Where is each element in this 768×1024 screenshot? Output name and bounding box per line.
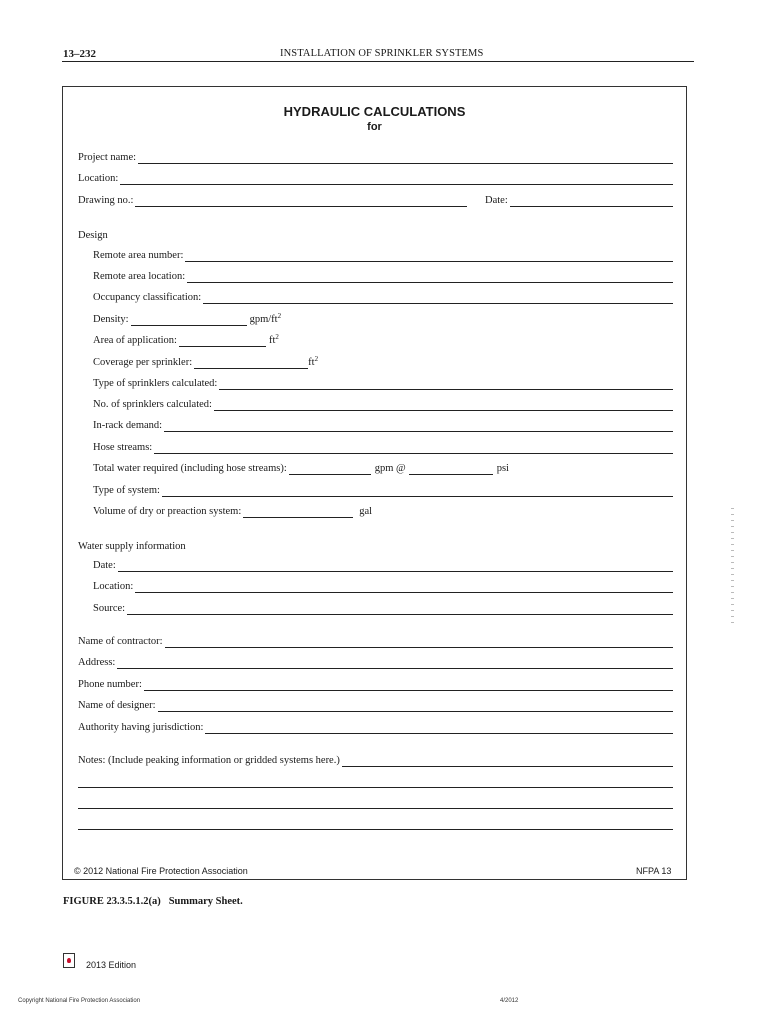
remote-area-location-line[interactable] (187, 272, 673, 283)
in-rack-demand-label: In-rack demand: (93, 420, 163, 431)
no-of-sprinklers-label: No. of sprinklers calculated: (93, 399, 212, 410)
location-field[interactable] (78, 171, 673, 185)
designer-label: Name of designer: (78, 700, 156, 711)
type-of-sprinklers-field[interactable] (93, 376, 673, 390)
area-of-application-field[interactable] (93, 333, 333, 347)
location-line[interactable] (120, 174, 673, 185)
gpm-at-label: gpm @ (374, 463, 406, 474)
type-of-sprinklers-label: Type of sprinklers calculated: (93, 378, 218, 389)
project-name-field[interactable] (78, 150, 673, 164)
ws-source-label: Source: (93, 603, 126, 614)
ws-source-line[interactable] (127, 604, 673, 615)
figure-title: Summary Sheet. (168, 896, 243, 907)
no-of-sprinklers-field[interactable] (93, 397, 673, 411)
notes-field[interactable] (78, 753, 673, 767)
header-rule (62, 61, 694, 62)
phone-line[interactable] (144, 680, 673, 691)
volume-dry-line[interactable] (243, 507, 353, 518)
drawing-no-label: Drawing no.: (78, 195, 134, 206)
print-date: 4/2012 (500, 998, 519, 1004)
address-line[interactable] (117, 658, 673, 669)
remote-area-number-label: Remote area number: (93, 250, 184, 261)
notes-line-2[interactable] (78, 787, 673, 788)
ws-location-label: Location: (93, 581, 134, 592)
remote-area-location-label: Remote area location: (93, 271, 186, 282)
address-field[interactable] (78, 655, 673, 669)
ws-date-line[interactable] (118, 561, 673, 572)
coverage-per-sprinkler-label: Coverage per sprinkler: (93, 357, 193, 368)
in-rack-demand-line[interactable] (164, 421, 673, 432)
occupancy-classification-field[interactable] (93, 290, 673, 304)
contractor-label: Name of contractor: (78, 636, 163, 647)
density-label: Density: (93, 314, 129, 325)
coverage-per-sprinkler-field[interactable] (93, 355, 353, 369)
nfpa-logo-icon (63, 953, 75, 968)
date-field[interactable] (485, 193, 673, 207)
contractor-line[interactable] (165, 637, 673, 648)
type-of-system-line[interactable] (162, 486, 673, 497)
density-field[interactable] (93, 312, 333, 326)
no-of-sprinklers-line[interactable] (214, 400, 673, 411)
contractor-field[interactable] (78, 634, 673, 648)
date-line[interactable] (510, 196, 673, 207)
figure-caption (63, 896, 243, 907)
notes-line-4[interactable] (78, 829, 673, 830)
ws-location-field[interactable] (93, 579, 673, 593)
area-of-application-label: Area of application: (93, 335, 177, 346)
remote-area-number-line[interactable] (185, 251, 673, 262)
phone-field[interactable] (78, 677, 673, 691)
ahj-field[interactable] (78, 720, 673, 734)
form-copyright: © 2012 National Fire Protection Association (74, 866, 248, 876)
area-of-application-line[interactable] (179, 336, 266, 347)
volume-dry-field[interactable] (93, 504, 413, 518)
coverage-per-sprinkler-line[interactable] (194, 358, 308, 369)
project-name-line[interactable] (138, 153, 673, 164)
in-rack-demand-field[interactable] (93, 418, 673, 432)
ahj-label: Authority having jurisdiction: (78, 722, 204, 733)
form-standard: NFPA 13 (636, 866, 672, 876)
density-line[interactable] (131, 315, 247, 326)
drawing-no-field[interactable] (78, 193, 467, 207)
ws-date-label: Date: (93, 560, 116, 571)
figure-number: FIGURE 23.3.5.1.2(a) (63, 896, 161, 907)
margin-watermark (731, 508, 734, 628)
edition-label: 2013 Edition (86, 960, 137, 970)
type-of-sprinklers-line[interactable] (219, 379, 673, 390)
remote-area-number-field[interactable] (93, 248, 673, 262)
notes-line-1[interactable] (342, 756, 673, 767)
notes-label: Notes: (Include peaking information or gridded systems here.) (78, 755, 340, 766)
ws-source-field[interactable] (93, 601, 673, 615)
page-number: 13–232 (63, 48, 96, 60)
gal-label: gal (359, 506, 373, 517)
designer-line[interactable] (158, 701, 673, 712)
drawing-no-line[interactable] (135, 196, 467, 207)
area-unit: $ft^2$ (268, 333, 279, 346)
ahj-line[interactable] (205, 723, 673, 734)
project-name-label: Project name: (78, 152, 137, 163)
psi-label: psi (496, 463, 509, 474)
date-label: Date: (485, 195, 508, 206)
type-of-system-label: Type of system: (93, 485, 160, 496)
hose-streams-label: Hose streams: (93, 442, 153, 453)
form-title: HYDRAULIC CALCULATIONS (283, 104, 466, 119)
ws-location-line[interactable] (135, 582, 673, 593)
density-unit: gpm/$ft^2$ (249, 312, 282, 325)
type-of-system-field[interactable] (93, 483, 673, 497)
designer-field[interactable] (78, 698, 673, 712)
volume-dry-label: Volume of dry or preaction system: (93, 506, 242, 517)
total-water-psi-line[interactable] (409, 464, 493, 475)
form-subtitle: for (367, 121, 382, 133)
running-title: INSTALLATION OF SPRINKLER SYSTEMS (280, 48, 484, 59)
address-label: Address: (78, 657, 116, 668)
location-label: Location: (78, 173, 119, 184)
occupancy-classification-line[interactable] (203, 293, 673, 304)
total-water-gpm-line[interactable] (289, 464, 371, 475)
notes-line-3[interactable] (78, 808, 673, 809)
water-supply-heading: Water supply information (78, 541, 186, 552)
hose-streams-line[interactable] (154, 443, 673, 454)
total-water-field[interactable] (93, 461, 563, 475)
coverage-unit: $ft^2$ (308, 355, 319, 368)
copyright-line: Copyright National Fire Protection Association (18, 998, 141, 1004)
design-heading: Design (78, 230, 108, 241)
hose-streams-field[interactable] (93, 440, 673, 454)
occupancy-classification-label: Occupancy classification: (93, 292, 202, 303)
ws-date-field[interactable] (93, 558, 673, 572)
phone-label: Phone number: (78, 679, 142, 690)
total-water-label: Total water required (including hose streams): (93, 463, 287, 474)
remote-area-location-field[interactable] (93, 269, 673, 283)
